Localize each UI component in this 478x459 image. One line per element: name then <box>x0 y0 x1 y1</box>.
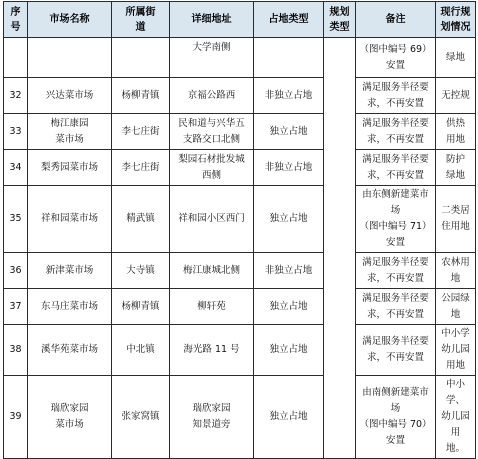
cell-address: 京福公路西 <box>170 78 254 114</box>
cell-plan-status: 农林用 地 <box>436 253 476 289</box>
table-row <box>4 150 476 186</box>
header-land-type: 占地类型 <box>254 2 324 38</box>
cell-name: 梨秀园菜市场 <box>28 150 112 186</box>
cell-seq: 39 <box>4 376 28 459</box>
cell-plan-status: 中小学、 幼儿园用 地。 <box>436 376 476 459</box>
cell-seq: 37 <box>4 289 28 325</box>
cell-name: 祥和园菜市场 <box>28 186 112 253</box>
cell-plan-status: 无控规 <box>436 78 476 114</box>
cell-address: 民和道与兴华五 支路交口北侧 <box>170 114 254 150</box>
table-row <box>4 78 476 114</box>
cell-street: 李七庄街 <box>112 114 170 150</box>
cell-seq: 36 <box>4 253 28 289</box>
cell-remark: 由南侧新建菜市场 （图中编号 70） 安置 <box>356 376 436 459</box>
cell-address: 祥和园小区西门 <box>170 186 254 253</box>
cell-land-type: 独立占地 <box>254 186 324 253</box>
cell-name <box>28 38 112 78</box>
header-seq: 序 号 <box>4 2 28 38</box>
cell-name: 溪华苑菜市场 <box>28 325 112 376</box>
cell-land-type <box>254 38 324 78</box>
cell-plan-status: 公园绿 地 <box>436 289 476 325</box>
cell-remark: 满足服务半径要 求，不再安置 <box>356 289 436 325</box>
cell-seq: 35 <box>4 186 28 253</box>
table-row <box>4 253 476 289</box>
table-row <box>4 186 476 253</box>
cell-street: 张家窝镇 <box>112 376 170 459</box>
cell-plan-status: 绿地 <box>436 38 476 78</box>
cell-address: 瑞欣家园 知景道旁 <box>170 376 254 459</box>
cell-seq: 32 <box>4 78 28 114</box>
cell-address: 大学南侧 <box>170 38 254 78</box>
cell-street <box>112 38 170 78</box>
cell-street: 大寺镇 <box>112 253 170 289</box>
cell-plan-status: 中小学 幼儿园 用地 <box>436 325 476 376</box>
cell-land-type: 独立占地 <box>254 289 324 325</box>
cell-land-type: 独立占地 <box>254 114 324 150</box>
cell-remark: 满足服务半径要 求，不再安置 <box>356 325 436 376</box>
cell-seq <box>4 38 28 78</box>
cell-street: 杨柳青镇 <box>112 289 170 325</box>
header-remark: 备注 <box>356 2 436 38</box>
table-row <box>4 325 476 376</box>
cell-seq: 34 <box>4 150 28 186</box>
cell-plan-status: 供热 用地 <box>436 114 476 150</box>
cell-street: 李七庄街 <box>112 150 170 186</box>
cell-address: 梨园石材批发城 西侧 <box>170 150 254 186</box>
header-plan-type: 规划 类型 <box>324 2 356 38</box>
cell-plan-status: 防护 绿地 <box>436 150 476 186</box>
header-address: 详细地址 <box>170 2 254 38</box>
cell-street: 中北镇 <box>112 325 170 376</box>
market-table <box>3 1 476 459</box>
cell-remark: 满足服务半径要 求，不再安置 <box>356 150 436 186</box>
header-plan-status: 现行规 划情况 <box>436 2 476 38</box>
cell-name: 梅江康园 菜市场 <box>28 114 112 150</box>
cell-remark: 满足服务半径要 求，不再安置 <box>356 253 436 289</box>
table-row-continued <box>4 38 476 78</box>
cell-land-type: 独立占地 <box>254 376 324 459</box>
cell-remark: 满足服务半径要 求，不再安置 <box>356 78 436 114</box>
cell-name: 兴达菜市场 <box>28 78 112 114</box>
table-row <box>4 376 476 459</box>
cell-address: 柳轩苑 <box>170 289 254 325</box>
cell-street: 杨柳青镇 <box>112 78 170 114</box>
cell-address: 海光路 11 号 <box>170 325 254 376</box>
cell-land-type: 非独立占地 <box>254 78 324 114</box>
cell-land-type: 非独立占地 <box>254 150 324 186</box>
cell-land-type: 非独立占地 <box>254 253 324 289</box>
cell-name: 东马庄菜市场 <box>28 289 112 325</box>
table-row <box>4 289 476 325</box>
table-row <box>4 114 476 150</box>
cell-name: 瑞欣家园 菜市场 <box>28 376 112 459</box>
cell-seq: 33 <box>4 114 28 150</box>
cell-land-type: 独立占地 <box>254 325 324 376</box>
cell-street: 精武镇 <box>112 186 170 253</box>
cell-remark: 满足服务半径要 求，不再安置 <box>356 114 436 150</box>
cell-remark: （图中编号 69） 安置 <box>356 38 436 78</box>
header-street: 所属街 道 <box>112 2 170 38</box>
header-row <box>4 2 476 38</box>
cell-address: 梅江康城北侧 <box>170 253 254 289</box>
cell-name: 新津菜市场 <box>28 253 112 289</box>
cell-plan-status: 二类居 住用地 <box>436 186 476 253</box>
cell-seq: 38 <box>4 325 28 376</box>
cell-remark: 由东侧新建菜市场 （图中编号 71） 安置 <box>356 186 436 253</box>
cell-plan-type-merged <box>324 38 356 459</box>
header-name: 市场名称 <box>28 2 112 38</box>
